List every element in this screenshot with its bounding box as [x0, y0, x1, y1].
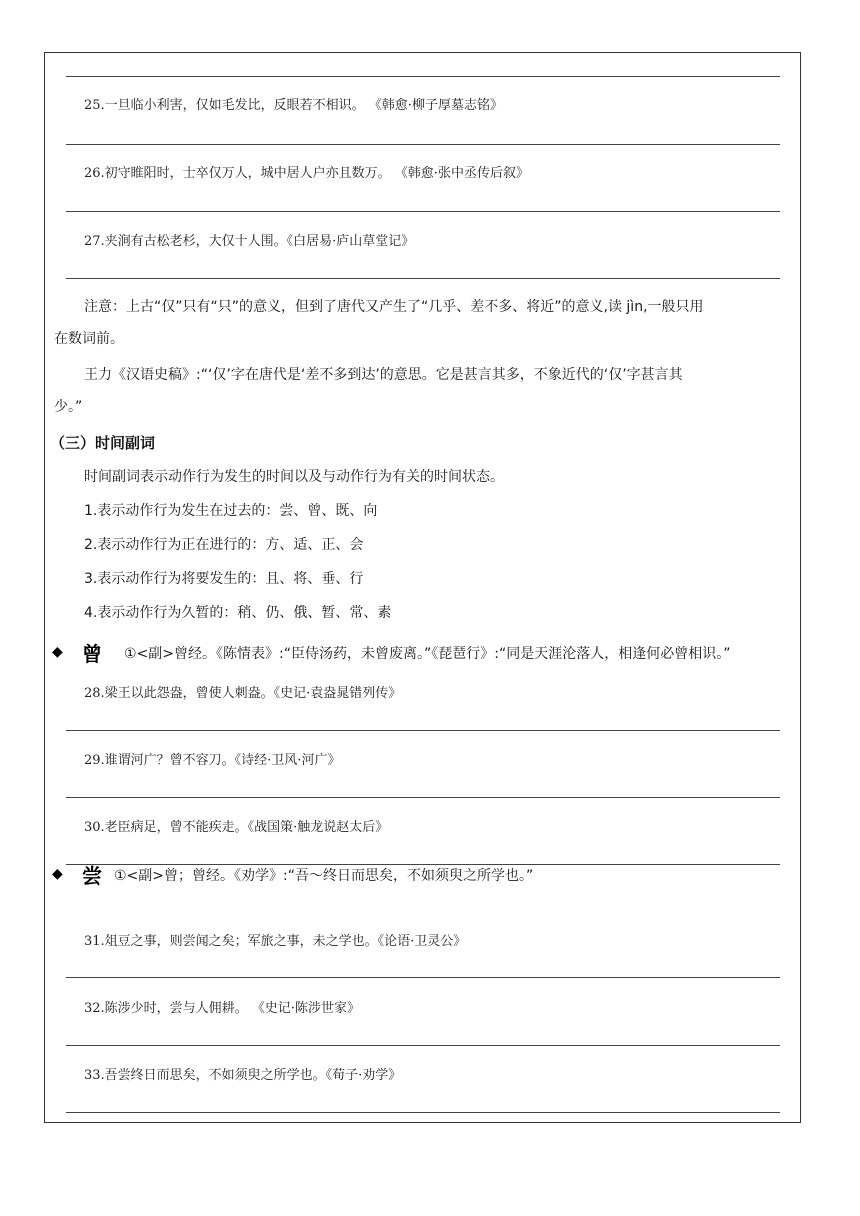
- answer-line: [66, 144, 780, 145]
- entry-def-ceng: ①<副>曾经。《陈情表》:“臣侍汤药，未曾废离。”《琵琶行》:“同是天涯沦落人，相逢何必曾相识。”: [124, 646, 731, 662]
- example-28: 28.梁王以此怨盎，曾使人刺盎。《史记·袁盎晁错列传》: [84, 686, 402, 701]
- answer-line: [66, 730, 780, 731]
- list-item: 1.表示动作行为发生在过去的：尝、曾、既、向: [84, 503, 378, 519]
- answer-line: [66, 211, 780, 212]
- answer-line: [66, 1045, 780, 1046]
- section-intro: 时间副词表示动作行为发生的时间以及与动作行为有关的时间状态。: [84, 469, 504, 485]
- example-29: 29.谁谓河广？曾不容刀。《诗经·卫风·河广》: [84, 753, 341, 768]
- entry-def-chang: ①<副>曾；曾经。《劝学》:“吾～终日而思矣，不如须臾之所学也。”: [114, 868, 534, 884]
- example-25: 25.一旦临小利害，仅如毛发比，反眼若不相识。 《韩愈·柳子厚墓志铭》: [84, 98, 503, 113]
- list-item: 2.表示动作行为正在进行的：方、适、正、会: [84, 537, 364, 553]
- answer-line: [66, 278, 780, 279]
- list-item: 4.表示动作行为久暂的：稍、仍、俄、暂、常、素: [84, 605, 392, 621]
- note-line-2: 在数词前。: [54, 331, 124, 347]
- answer-line: [66, 76, 780, 77]
- section-title: （三）时间副词: [50, 434, 156, 452]
- example-26: 26.初守睢阳时，士卒仅万人，城中居人户亦且数万。 《韩愈·张中丞传后叙》: [84, 166, 529, 181]
- list-item: 3.表示动作行为将要发生的：且、将、垂、行: [84, 571, 364, 587]
- entry-char-chang: 尝: [82, 864, 102, 888]
- example-27: 27.夹涧有古松老杉，大仅十人围。《白居易·庐山草堂记》: [84, 234, 415, 249]
- wangli-quote-2: 少。”: [54, 399, 83, 415]
- diamond-icon: ◆: [52, 644, 63, 660]
- answer-line: [66, 977, 780, 978]
- example-30: 30.老臣病足，曾不能疾走。《战国策·触龙说赵太后》: [84, 820, 389, 835]
- example-33: 33.吾尝终日而思矣，不如须臾之所学也。《荀子·劝学》: [84, 1068, 402, 1083]
- entry-char-ceng: 曾: [82, 642, 102, 666]
- example-32: 32.陈涉少时，尝与人佣耕。 《史记·陈涉世家》: [84, 1001, 360, 1016]
- wangli-quote-1: 王力《汉语史稿》:“‘仅’字在唐代是‘差不多到达’的意思。它是甚言其多，不象近代的‘仅’字甚言其: [84, 367, 683, 383]
- note-line-1: 注意：上古“仅”只有“只”的意义，但到了唐代又产生了“几乎、差不多、将近”的意义,读 jìn,一般只用: [84, 299, 704, 315]
- answer-line: [66, 1112, 780, 1113]
- answer-line: [66, 797, 780, 798]
- diamond-icon: ◆: [52, 866, 63, 882]
- example-31: 31.俎豆之事，则尝闻之矣；军旅之事，未之学也。《论语·卫灵公》: [84, 934, 467, 949]
